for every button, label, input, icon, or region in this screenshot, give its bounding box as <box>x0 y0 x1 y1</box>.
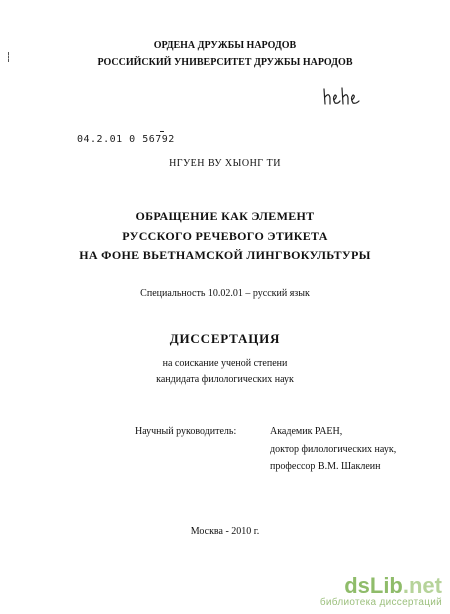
dissertation-heading: ДИССЕРТАЦИЯ <box>169 331 281 346</box>
watermark-logo <box>320 575 442 597</box>
degree-line-2: кандидата филологических наук <box>156 374 294 385</box>
header-line-1: ОРДЕНА ДРУЖБЫ НАРОДОВ <box>153 40 297 51</box>
watermark <box>320 575 442 608</box>
advisor-line-1: Академик РАЕН, <box>270 426 343 437</box>
title-line-3: НА ФОНЕ ВЬЕТНАМСКОЙ ЛИНГВОКУЛЬТУРЫ <box>79 248 371 262</box>
watermark-subtitle: библиотека диссертаций <box>319 597 442 608</box>
advisor-line-3: профессор В.М. Шаклеин <box>270 461 381 472</box>
specialty-line: Специальность 10.02.01 – русский язык <box>140 288 310 299</box>
advisor-label: Научный руководитель: <box>135 426 237 437</box>
place-year: Москва - 2010 г. <box>190 526 260 537</box>
watermark-logo-tld: .net <box>402 573 442 598</box>
stamp-dash <box>160 131 164 132</box>
title-line-1: ОБРАЩЕНИЕ КАК ЭЛЕМЕНТ <box>135 209 315 223</box>
watermark-logo-main: dsLib <box>344 573 403 598</box>
header-line-2: РОССИЙСКИЙ УНИВЕРСИТЕТ ДРУЖБЫ НАРОДОВ <box>97 57 353 68</box>
title-line-2: РУССКОГО РЕЧЕВОГО ЭТИКЕТА <box>122 229 328 243</box>
archive-stamp: 04.2.01 0 56792 <box>77 134 175 145</box>
handwritten-signature <box>322 86 362 113</box>
author-name: НГУЕН ВУ ХЫОНГ ТИ <box>169 158 281 169</box>
degree-line-1: на соискание ученой степени <box>162 358 288 369</box>
advisor-line-2: доктор филологических наук, <box>270 444 397 455</box>
